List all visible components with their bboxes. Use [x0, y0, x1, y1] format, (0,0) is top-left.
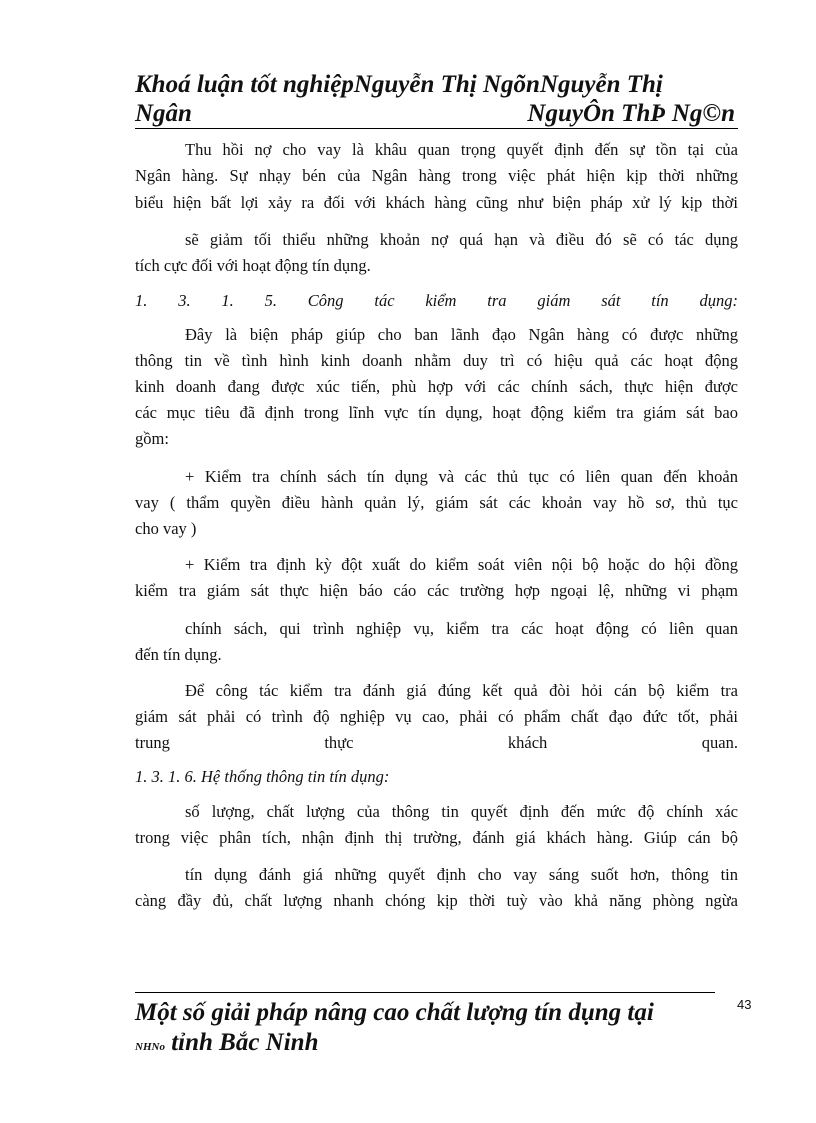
body-line: giám sát phải có trình độ nghiệp vụ cao, phải có phẩm chất đạo đức tốt, phải	[135, 707, 738, 726]
header-title-line1: Khoá luận tốt nghiệpNguyễn Thị NgõnNguyễn Thị	[135, 71, 663, 98]
body-line: + Kiểm tra chính sách tín dụng và các thủ tục có liên quan đến khoản	[185, 467, 738, 486]
body-line: chính sách, qui trình nghiệp vụ, kiểm tra các hoạt động có liên quan	[185, 619, 738, 638]
body-line: Thu hồi nợ cho vay là khâu quan trọng quyết định đến sự tồn tại của	[185, 140, 738, 159]
body-line: thông tin về tình hình kinh doanh nhằm duy trì có hiệu quả các hoạt động	[135, 351, 738, 370]
footer-title-rest: tỉnh Bắc Ninh	[164, 1029, 319, 1056]
header-title-left: Ngân	[135, 100, 192, 127]
footer-rule	[135, 992, 715, 993]
section-heading-1-3-1-6: 1. 3. 1. 6. Hệ thống thông tin tín dụng:	[135, 767, 390, 786]
body-line: + Kiểm tra định kỳ đột xuất do kiểm soát viên nội bộ hoặc do hội đồng	[185, 555, 738, 574]
header-title-line2	[135, 99, 735, 128]
body-line: vay ( thẩm quyền điều hành quản lý, giám sát các khoản vay hồ sơ, thủ tục	[135, 493, 738, 512]
body-line: các mục tiêu đã định trong lĩnh vực tín dụng, hoạt động kiểm tra giám sát bao	[135, 403, 738, 422]
body-line: trung thực khách quan.	[135, 733, 738, 752]
body-line: tín dụng đánh giá những quyết định cho vay sáng suốt hơn, thông tin	[185, 865, 738, 884]
footer-title-line2	[135, 1028, 318, 1062]
body-line: tích cực đối với hoạt động tín dụng.	[135, 256, 371, 275]
body-line: Ngân hàng. Sự nhạy bén của Ngân hàng trong việc phát hiện kịp thời những	[135, 166, 738, 185]
body-line: số lượng, chất lượng của thông tin quyết định đến mức độ chính xác	[185, 802, 738, 821]
body-line: càng đầy đủ, chất lượng nhanh chóng kịp thời tuỳ vào khả năng phòng ngừa	[135, 891, 738, 910]
header-title-right: NguyÔn ThÞ Ng©n	[527, 100, 735, 127]
body-line: Để công tác kiểm tra đánh giá đúng kết quả đòi hỏi cán bộ kiểm tra	[185, 681, 738, 700]
body-line: kinh doanh đang được xúc tiến, phù hợp với các chính sách, thực hiện được	[135, 377, 738, 396]
body-line: biểu hiện bất lợi xảy ra đối với khách hàng cũng như biện pháp xử lý kịp thời	[135, 193, 738, 212]
footer-title-prefix: NHNo	[135, 1041, 165, 1053]
body-line: kiểm tra giám sát thực hiện báo cáo các trường hợp ngoại lệ, những vi phạm	[135, 581, 738, 600]
body-line: đến tín dụng.	[135, 645, 222, 664]
header-rule	[135, 128, 738, 129]
body-line: Đây là biện pháp giúp cho ban lãnh đạo Ngân hàng có được những	[185, 325, 738, 344]
body-line: trong việc phân tích, nhận định thị trường, đánh giá khách hàng. Giúp cán bộ	[135, 828, 738, 847]
footer-title-line1: Một số giải pháp nâng cao chất lượng tín dụng tại	[135, 999, 654, 1026]
section-heading-1-3-1-5: 1. 3. 1. 5. Công tác kiểm tra giám sát tín dụng:	[135, 291, 738, 310]
body-line: gồm:	[135, 429, 169, 448]
page-number: 43	[737, 997, 752, 1012]
body-line: sẽ giảm tối thiểu những khoản nợ quá hạn và điều đó sẽ có tác dụng	[185, 230, 738, 249]
body-line: cho vay )	[135, 519, 197, 538]
